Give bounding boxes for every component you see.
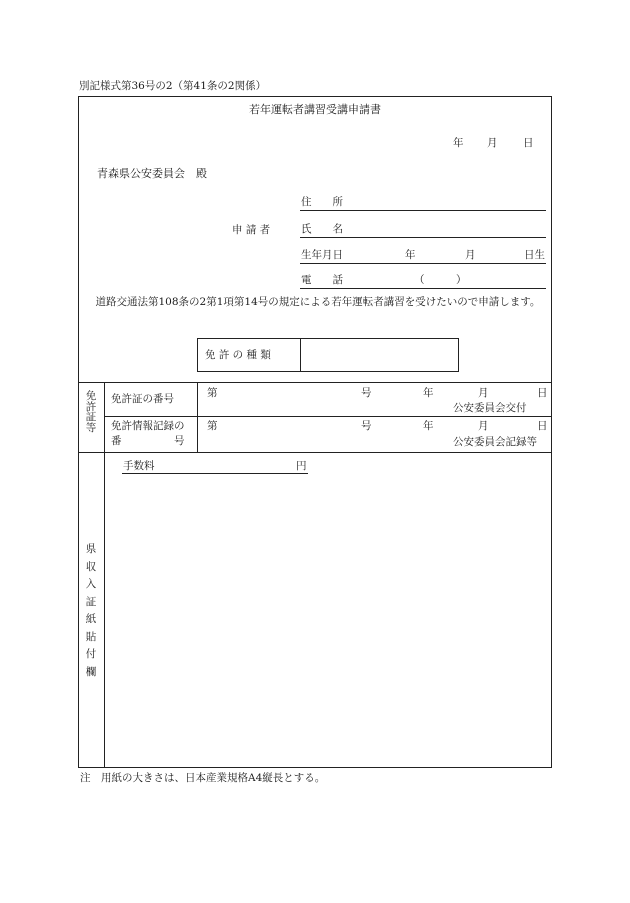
address-label: 住 所 [301,196,343,208]
license-record-label-line1: 免許情報記録の [111,420,185,432]
license-record-go: 号 [361,420,372,432]
license-number-go: 号 [361,387,372,399]
side-column-divider [104,382,105,768]
name-line [300,237,546,238]
license-row-divider [104,416,552,417]
date-day: 日 [523,137,534,149]
license-section-bottom [78,452,552,453]
phone-parens: （ ） [414,274,467,286]
stamp-side-label: 県収入証紙貼付欄 [85,543,97,678]
footnote: 注 用紙の大きさは、日本産業規格A4縦長とする。 [80,772,326,784]
license-record-day: 日 [537,420,548,432]
license-record-month: 月 [478,420,489,432]
license-record-year: 年 [423,420,434,432]
fee-label: 手数料 [123,460,155,472]
birth-line [300,263,546,264]
license-number-label: 免許証の番号 [111,393,174,405]
date-year: 年 [453,137,464,149]
form-title: 若年運転者講習受講申請書 [249,103,381,116]
date-month: 月 [487,137,498,149]
license-record-dai: 第 [207,420,218,432]
license-number-issuer: 公安委員会交付 [453,402,527,414]
birth-month: 月 [465,249,476,261]
license-label-divider [197,382,198,452]
phone-label: 電 話 [301,274,343,286]
birth-label: 生年月日 [301,249,343,261]
address-line [300,210,546,211]
license-number-year: 年 [423,387,434,399]
birth-suffix: 日生 [524,249,545,261]
birth-year: 年 [405,249,416,261]
fee-unit: 円 [296,460,307,472]
fee-line [122,473,308,474]
form-caption: 別記様式第36号の2（第41条の2関係） [79,80,267,92]
applicant-label: 申 請 者 [232,224,271,236]
license-record-issuer: 公安委員会記録等 [453,436,537,448]
phone-line [300,288,546,289]
statement-text: 道路交通法第108条の2第1項第14号の規定による若年運転者講習を受けたいので申請します。 [85,296,541,308]
license-section-top [78,382,552,383]
license-side-label: 免許証等 [85,390,97,434]
license-number-day: 日 [537,387,548,399]
license-number-dai: 第 [207,387,218,399]
name-label: 氏 名 [301,223,343,235]
license-type-divider [300,338,301,372]
license-record-label-line2: 番 号 [111,435,185,447]
license-number-month: 月 [478,387,489,399]
license-type-label: 免 許 の 種 類 [205,349,271,361]
addressee: 青森県公安委員会 殿 [97,167,207,180]
